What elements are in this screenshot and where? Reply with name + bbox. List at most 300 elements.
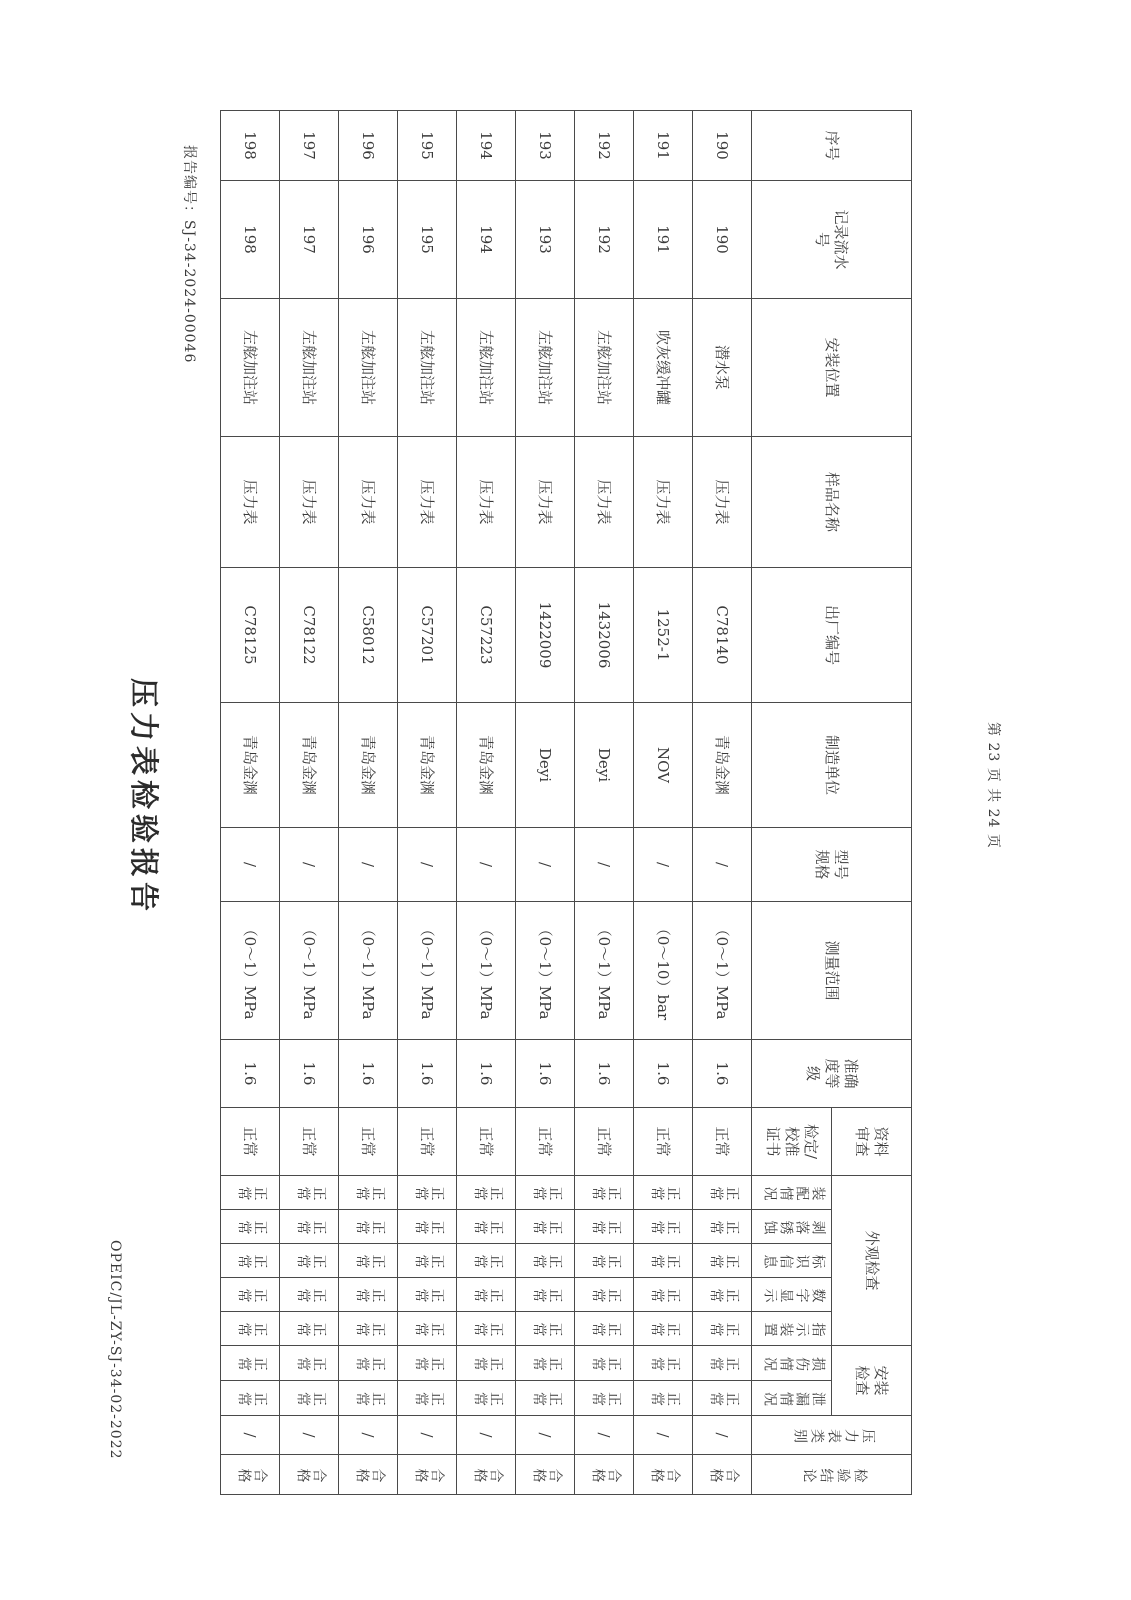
header-record-no-label: 记录流水号: [813, 209, 851, 270]
cell-record-no: [339, 181, 398, 299]
cell-damage-text: 正常: [236, 1355, 269, 1371]
cell-model-spec: [693, 828, 752, 902]
cell-leak: [221, 1381, 280, 1416]
cell-seq-text: 195: [418, 131, 437, 160]
cell-pointer: [457, 1312, 516, 1346]
cell-damage: [398, 1346, 457, 1381]
cell-digital: [516, 1278, 575, 1312]
cell-factory-no: [634, 568, 693, 703]
cell-pointer-text: 正常: [472, 1320, 505, 1337]
cell-sample-name: [575, 437, 634, 568]
cell-record-no: [634, 181, 693, 299]
cell-digital-text: 正常: [649, 1286, 682, 1303]
cell-manufacturer-text: Deyi: [595, 747, 614, 783]
cell-doc-cert: [221, 1108, 280, 1176]
cell-peeling: [398, 1210, 457, 1244]
cell-factory-no: [516, 568, 575, 703]
cell-peeling-text: 正常: [354, 1218, 387, 1235]
cell-conclusion: [516, 1455, 575, 1495]
header-pointer: [752, 1312, 832, 1346]
cell-accuracy: [516, 1040, 575, 1108]
cell-seq-text: 198: [241, 131, 260, 160]
header-model-spec-label: 型号规格: [813, 849, 851, 880]
cell-sample-name: [280, 437, 339, 568]
cell-assembly: [398, 1176, 457, 1210]
cell-damage: [457, 1346, 516, 1381]
cell-leak: [575, 1381, 634, 1416]
header-digital-label: 数字显示: [761, 1286, 826, 1303]
header-install-label: 安装检查: [853, 1365, 891, 1396]
cell-gauge-type: [339, 1416, 398, 1455]
cell-model-spec-text: /: [300, 861, 319, 868]
page-title: 压力表检验报告: [127, 678, 161, 917]
cell-sample-name: [634, 437, 693, 568]
cell-damage-text: 正常: [531, 1355, 564, 1371]
cell-damage-text: 正常: [649, 1355, 682, 1371]
cell-digital: [693, 1278, 752, 1312]
table-body: [221, 111, 752, 1495]
cell-doc-cert-text: 正常: [359, 1126, 378, 1157]
cell-pointer: [280, 1312, 339, 1346]
cell-sample-name-text: 压力表: [536, 479, 555, 525]
cell-peeling: [575, 1210, 634, 1244]
cell-leak-text: 正常: [472, 1390, 505, 1406]
header-model-spec: [752, 828, 912, 902]
cell-gauge-type-text: /: [595, 1432, 614, 1438]
cell-manufacturer: [693, 703, 752, 828]
cell-pointer: [221, 1312, 280, 1346]
cell-factory-no: [339, 568, 398, 703]
cell-doc-cert: [280, 1108, 339, 1176]
cell-model-spec: [221, 828, 280, 902]
cell-assembly-text: 正常: [295, 1184, 328, 1201]
header-peeling-label: 剥落锈蚀: [761, 1218, 826, 1235]
cell-model-spec: [516, 828, 575, 902]
cell-manufacturer-text: 青岛金渊: [241, 734, 260, 795]
cell-peeling: [457, 1210, 516, 1244]
cell-factory-no: [575, 568, 634, 703]
cell-sample-name: [457, 437, 516, 568]
cell-seq: [280, 111, 339, 181]
header-leak: [752, 1381, 832, 1416]
cell-manufacturer: [457, 703, 516, 828]
cell-seq: [516, 111, 575, 181]
cell-leak-text: 正常: [354, 1390, 387, 1406]
cell-location-text: 左舷加注站: [300, 329, 319, 405]
cell-range: [693, 902, 752, 1040]
cell-peeling-text: 正常: [708, 1218, 741, 1235]
cell-label-info-text: 正常: [295, 1252, 328, 1269]
header-digital: [752, 1278, 832, 1312]
cell-assembly: [221, 1176, 280, 1210]
cell-record-no-text: 198: [241, 225, 260, 254]
cell-leak: [693, 1381, 752, 1416]
cell-manufacturer: [575, 703, 634, 828]
cell-damage-text: 正常: [413, 1355, 446, 1371]
cell-leak-text: 正常: [590, 1390, 623, 1406]
cell-sample-name: [221, 437, 280, 568]
cell-assembly: [516, 1176, 575, 1210]
cell-location: [575, 299, 634, 437]
cell-range-text: （0～1）MPa: [300, 921, 319, 1020]
cell-factory-no-text: 1422009: [536, 601, 555, 669]
cell-seq: [398, 111, 457, 181]
cell-doc-cert: [575, 1108, 634, 1176]
cell-accuracy: [398, 1040, 457, 1108]
cell-location-text: 左舷加注站: [536, 329, 555, 405]
header-factory-no: 出厂编号: [752, 568, 912, 703]
cell-leak-text: 正常: [413, 1390, 446, 1406]
cell-conclusion-text: 合格: [295, 1466, 328, 1483]
cell-record-no-text: 192: [595, 225, 614, 254]
cell-label-info: [398, 1244, 457, 1278]
cell-doc-cert: [457, 1108, 516, 1176]
cell-factory-no-text: C78122: [300, 605, 319, 665]
cell-record-no-text: 195: [418, 225, 437, 254]
cell-label-info-text: 正常: [472, 1252, 505, 1269]
cell-peeling: [221, 1210, 280, 1244]
cell-conclusion-text: 合格: [236, 1466, 269, 1483]
header-doc-review: [832, 1108, 912, 1176]
header-seq: 序号: [752, 111, 912, 181]
cell-assembly-text: 正常: [354, 1184, 387, 1201]
cell-sample-name-text: 压力表: [418, 479, 437, 525]
cell-digital-text: 正常: [413, 1286, 446, 1303]
cell-location: [398, 299, 457, 437]
cell-sample-name: [516, 437, 575, 568]
header-peeling: [752, 1210, 832, 1244]
cell-record-no-text: 190: [713, 225, 732, 254]
cell-range: [398, 902, 457, 1040]
cell-label-info: [280, 1244, 339, 1278]
cell-label-info-text: 正常: [236, 1252, 269, 1269]
cell-leak: [280, 1381, 339, 1416]
cell-accuracy: [221, 1040, 280, 1108]
cell-seq-text: 192: [595, 131, 614, 160]
cell-digital: [339, 1278, 398, 1312]
cell-accuracy-text: 1.6: [418, 1061, 437, 1086]
cell-damage: [516, 1346, 575, 1381]
cell-assembly-text: 正常: [531, 1184, 564, 1201]
cell-gauge-type-text: /: [477, 1432, 496, 1438]
cell-location: [693, 299, 752, 437]
cell-damage-text: 正常: [354, 1355, 387, 1371]
cell-manufacturer-text: 青岛金渊: [713, 734, 732, 795]
cell-accuracy-text: 1.6: [359, 1061, 378, 1086]
cell-assembly-text: 正常: [708, 1184, 741, 1201]
cell-gauge-type: [280, 1416, 339, 1455]
header-conclusion-label: 检验结论: [799, 1466, 868, 1483]
cell-conclusion: [693, 1455, 752, 1495]
header-damage: [752, 1346, 832, 1381]
cell-seq: [221, 111, 280, 181]
cell-damage-text: 正常: [295, 1355, 328, 1371]
cell-factory-no: [457, 568, 516, 703]
inspection-table-wrapper: [220, 110, 912, 1484]
table-row: [398, 111, 457, 1495]
cell-digital-text: 正常: [472, 1286, 505, 1303]
cell-leak-text: 正常: [295, 1390, 328, 1406]
cell-sample-name-text: 压力表: [713, 479, 732, 525]
cell-record-no: [221, 181, 280, 299]
cell-digital-text: 正常: [708, 1286, 741, 1303]
header-label-info: [752, 1244, 832, 1278]
cell-range-text: （0～1）MPa: [713, 921, 732, 1020]
header-manufacturer: 制造单位: [752, 703, 912, 828]
cell-digital: [575, 1278, 634, 1312]
cell-location-text: 左舷加注站: [418, 329, 437, 405]
cell-gauge-type-text: /: [300, 1432, 319, 1438]
header-accuracy: [752, 1040, 912, 1108]
cell-leak-text: 正常: [236, 1390, 269, 1406]
cell-pointer: [398, 1312, 457, 1346]
header-record-no: [752, 181, 912, 299]
cell-record-no-text: 197: [300, 225, 319, 254]
cell-peeling-text: 正常: [531, 1218, 564, 1235]
cell-location: [516, 299, 575, 437]
header-assembly-label: 装配情况: [761, 1184, 826, 1201]
cell-model-spec: [339, 828, 398, 902]
header-sample-name: 样品名称: [752, 437, 912, 568]
cell-sample-name-text: 压力表: [300, 479, 319, 525]
header-assembly: [752, 1176, 832, 1210]
cell-manufacturer-text: NOV: [654, 747, 673, 783]
cell-damage-text: 正常: [472, 1355, 505, 1371]
cell-doc-cert-text: 正常: [595, 1126, 614, 1157]
cell-seq: [634, 111, 693, 181]
cell-assembly: [634, 1176, 693, 1210]
cell-label-info-text: 正常: [708, 1252, 741, 1269]
cell-model-spec: [634, 828, 693, 902]
cell-digital-text: 正常: [531, 1286, 564, 1303]
cell-conclusion-text: 合格: [472, 1466, 505, 1483]
cell-doc-cert-text: 正常: [654, 1126, 673, 1157]
cell-location-text: 左舷加注站: [595, 329, 614, 405]
cell-leak: [516, 1381, 575, 1416]
cell-manufacturer: [221, 703, 280, 828]
cell-record-no: [280, 181, 339, 299]
cell-factory-no-text: C78140: [713, 605, 732, 665]
cell-record-no-text: 194: [477, 225, 496, 254]
header-conclusion: [752, 1455, 912, 1495]
cell-manufacturer: [339, 703, 398, 828]
cell-sample-name-text: 压力表: [654, 479, 673, 525]
cell-pointer: [575, 1312, 634, 1346]
header-pointer-label: 指示装置: [761, 1320, 826, 1337]
cell-range-text: （0～1）MPa: [359, 921, 378, 1020]
cell-accuracy: [280, 1040, 339, 1108]
cell-peeling-text: 正常: [649, 1218, 682, 1235]
cell-digital-text: 正常: [590, 1286, 623, 1303]
cell-accuracy-text: 1.6: [241, 1061, 260, 1086]
header-leak-label: 泄漏情况: [761, 1390, 826, 1406]
cell-label-info: [693, 1244, 752, 1278]
cell-digital: [221, 1278, 280, 1312]
cell-conclusion: [280, 1455, 339, 1495]
table-row: [221, 111, 280, 1495]
cell-accuracy: [575, 1040, 634, 1108]
table-row: [575, 111, 634, 1495]
cell-factory-no-text: C57201: [418, 605, 437, 665]
cell-doc-cert: [516, 1108, 575, 1176]
cell-model-spec-text: /: [477, 861, 496, 868]
cell-doc-cert: [398, 1108, 457, 1176]
cell-peeling-text: 正常: [413, 1218, 446, 1235]
table-row: [516, 111, 575, 1495]
cell-factory-no: [693, 568, 752, 703]
cell-record-no: [693, 181, 752, 299]
cell-assembly-text: 正常: [590, 1184, 623, 1201]
cell-assembly: [339, 1176, 398, 1210]
cell-accuracy-text: 1.6: [713, 1061, 732, 1086]
cell-accuracy-text: 1.6: [595, 1061, 614, 1086]
cell-damage-text: 正常: [590, 1355, 623, 1371]
header-location: 安装位置: [752, 299, 912, 437]
cell-leak: [634, 1381, 693, 1416]
cell-sample-name-text: 压力表: [595, 479, 614, 525]
cell-factory-no-text: 1252-1: [654, 608, 673, 662]
cell-gauge-type: [575, 1416, 634, 1455]
cell-model-spec: [398, 828, 457, 902]
cell-seq: [339, 111, 398, 181]
cell-assembly: [457, 1176, 516, 1210]
table-row: [457, 111, 516, 1495]
cell-range: [457, 902, 516, 1040]
cell-conclusion-text: 合格: [708, 1466, 741, 1483]
cell-manufacturer-text: 青岛金渊: [418, 734, 437, 795]
cell-model-spec-text: /: [595, 861, 614, 868]
cell-location: [339, 299, 398, 437]
cell-gauge-type-text: /: [359, 1432, 378, 1438]
cell-location-text: 左舷加注站: [241, 329, 260, 405]
cell-model-spec-text: /: [654, 861, 673, 868]
header-doc-review-label: 资料审查: [853, 1126, 891, 1157]
cell-gauge-type-text: /: [418, 1432, 437, 1438]
cell-leak-text: 正常: [649, 1390, 682, 1406]
cell-range-text: （0～1）MPa: [536, 921, 555, 1020]
cell-label-info-text: 正常: [354, 1252, 387, 1269]
cell-digital: [280, 1278, 339, 1312]
cell-conclusion-text: 合格: [649, 1466, 682, 1483]
cell-leak-text: 正常: [531, 1390, 564, 1406]
cell-accuracy: [339, 1040, 398, 1108]
cell-manufacturer: [280, 703, 339, 828]
cell-accuracy: [457, 1040, 516, 1108]
header-range: 测量范围: [752, 902, 912, 1040]
cell-location: [634, 299, 693, 437]
cell-doc-cert-text: 正常: [536, 1126, 555, 1157]
cell-seq: [693, 111, 752, 181]
cell-range: [634, 902, 693, 1040]
inspection-table: [220, 110, 912, 1495]
cell-peeling: [339, 1210, 398, 1244]
cell-range: [339, 902, 398, 1040]
cell-factory-no: [280, 568, 339, 703]
cell-model-spec-text: /: [713, 861, 732, 868]
cell-conclusion-text: 合格: [413, 1466, 446, 1483]
cell-manufacturer: [398, 703, 457, 828]
cell-manufacturer-text: 青岛金渊: [359, 734, 378, 795]
cell-sample-name-text: 压力表: [477, 479, 496, 525]
cell-pointer-text: 正常: [649, 1320, 682, 1337]
cell-peeling-text: 正常: [295, 1218, 328, 1235]
cell-label-info-text: 正常: [649, 1252, 682, 1269]
cell-gauge-type: [398, 1416, 457, 1455]
cell-factory-no-text: C58012: [359, 605, 378, 665]
cell-conclusion-text: 合格: [354, 1466, 387, 1483]
cell-pointer-text: 正常: [590, 1320, 623, 1337]
cell-assembly: [280, 1176, 339, 1210]
cell-record-no: [516, 181, 575, 299]
cell-location-text: 左舷加注站: [477, 329, 496, 405]
cell-assembly-text: 正常: [413, 1184, 446, 1201]
cell-pointer-text: 正常: [354, 1320, 387, 1337]
cell-sample-name-text: 压力表: [241, 479, 260, 525]
cell-digital: [634, 1278, 693, 1312]
cell-doc-cert: [339, 1108, 398, 1176]
form-code: OPEIC/JL-ZY-SJ-34-02-2022: [107, 1240, 123, 1460]
cell-label-info: [457, 1244, 516, 1278]
cell-seq-text: 196: [359, 131, 378, 160]
cell-range-text: （0～1）MPa: [418, 921, 437, 1020]
cell-manufacturer-text: 青岛金渊: [300, 734, 319, 795]
cell-model-spec: [575, 828, 634, 902]
cell-range: [280, 902, 339, 1040]
cell-location-text: 左舷加注站: [359, 329, 378, 405]
cell-pointer-text: 正常: [413, 1320, 446, 1337]
cell-gauge-type: [634, 1416, 693, 1455]
cell-sample-name: [339, 437, 398, 568]
cell-model-spec-text: /: [418, 861, 437, 868]
cell-pointer: [516, 1312, 575, 1346]
cell-assembly-text: 正常: [472, 1184, 505, 1201]
cell-label-info: [516, 1244, 575, 1278]
page-footer: 第 23 页 共 24 页: [985, 722, 1001, 849]
cell-manufacturer: [634, 703, 693, 828]
cell-damage: [339, 1346, 398, 1381]
cell-pointer: [339, 1312, 398, 1346]
cell-assembly: [575, 1176, 634, 1210]
cell-digital-text: 正常: [236, 1286, 269, 1303]
cell-damage: [634, 1346, 693, 1381]
header-damage-label: 损伤情况: [761, 1355, 826, 1371]
cell-damage: [575, 1346, 634, 1381]
cell-peeling-text: 正常: [472, 1218, 505, 1235]
cell-conclusion: [575, 1455, 634, 1495]
cell-location-text: 吹灰缓冲罐: [654, 329, 673, 405]
cell-gauge-type-text: /: [713, 1432, 732, 1438]
cell-accuracy-text: 1.6: [477, 1061, 496, 1086]
cell-assembly-text: 正常: [649, 1184, 682, 1201]
header-appearance: 外观检查: [832, 1176, 912, 1346]
cell-pointer-text: 正常: [531, 1320, 564, 1337]
header-gauge-type: [752, 1416, 912, 1455]
cell-label-info-text: 正常: [531, 1252, 564, 1269]
cell-range: [516, 902, 575, 1040]
header-doc-cert-label: 检定/校准证书: [764, 1123, 820, 1160]
cell-leak: [457, 1381, 516, 1416]
cell-accuracy-text: 1.6: [536, 1061, 555, 1086]
cell-peeling: [516, 1210, 575, 1244]
cell-factory-no-text: C57223: [477, 605, 496, 665]
cell-record-no: [575, 181, 634, 299]
cell-pointer: [693, 1312, 752, 1346]
cell-leak: [339, 1381, 398, 1416]
cell-pointer-text: 正常: [708, 1320, 741, 1337]
cell-peeling: [280, 1210, 339, 1244]
cell-doc-cert: [634, 1108, 693, 1176]
header-label-info-label: 标识信息: [761, 1252, 826, 1269]
